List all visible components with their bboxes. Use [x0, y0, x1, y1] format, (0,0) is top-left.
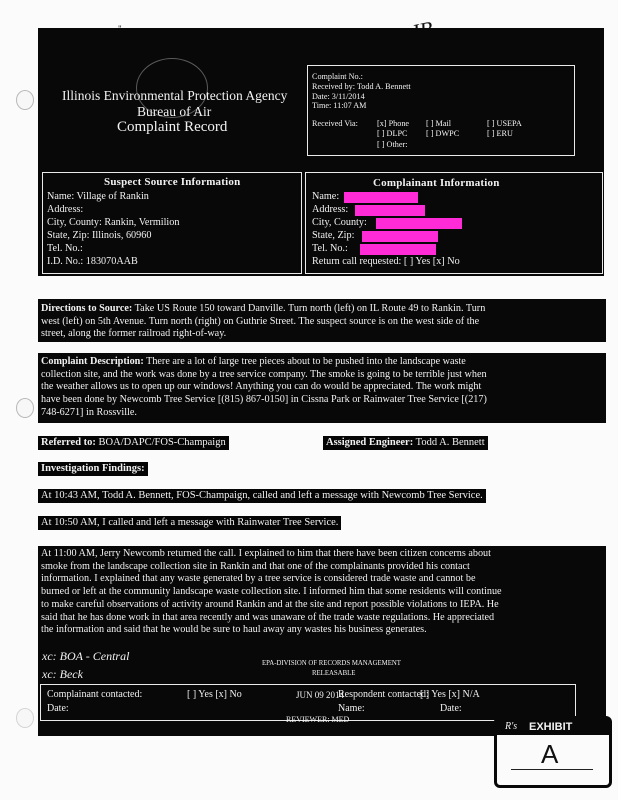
- description-line: 748-6271] in Rossville.: [41, 406, 137, 418]
- complainant-state: State, Zip:: [312, 230, 355, 241]
- via-option: [ ] USEPA: [487, 119, 522, 128]
- findings-line: information. I explained that any waste generated by a tree service is considered trade waste and cannot be: [41, 573, 476, 585]
- findings-line: said that he has done work in that area recently and was unaware of the trade waste regulations. He appreciated: [41, 611, 495, 623]
- redaction: [360, 244, 436, 255]
- suspect-name: Name: Village of Rankin: [47, 191, 149, 202]
- binder-hole: [16, 90, 34, 110]
- exhibit-letter: A: [541, 739, 559, 769]
- referred-to: Referred to: BOA/DAPC/FOS-Champaign: [38, 436, 229, 450]
- description-line: There are a lot of large tree pieces about to be pushed into the landscape waste: [143, 356, 466, 367]
- description-label: Complaint Description:: [41, 356, 144, 367]
- complaint-date: Date: 3/11/2014: [312, 91, 365, 101]
- description-text: [41, 356, 487, 420]
- directions-text: [41, 303, 485, 341]
- description-line: collection site, and the work was done by a tree service company. The smoke is going to be terrible just when: [41, 368, 487, 380]
- via-option: [ ] DWPC: [426, 129, 460, 138]
- findings-line: smoke from the landscape collection site in Rankin and that one of the complainants provided his contact: [41, 560, 470, 572]
- suspect-lines: [47, 190, 179, 268]
- via-option: [ ] Other:: [377, 140, 408, 149]
- complainant-address: Address:: [312, 204, 349, 215]
- complainant-heading: Complainant Information: [373, 177, 500, 189]
- findings-label: Investigation Findings:: [38, 462, 148, 476]
- footer-date-2: Date:: [440, 703, 462, 714]
- exhibit-mark: R's: [505, 721, 518, 732]
- complainant-city: City, County:: [312, 217, 367, 228]
- redaction: [355, 205, 425, 216]
- suspect-state: State, Zip: Illinois, 60960: [47, 230, 152, 241]
- complainant-tel: Tel. No.:: [312, 243, 348, 254]
- binder-hole: [16, 398, 34, 418]
- received-via-label: Received Via:: [312, 119, 358, 128]
- handwritten-cc-1: xc: BOA - Central: [42, 649, 130, 663]
- directions-label: Directions to Source:: [41, 303, 133, 314]
- suspect-city: City, County: Rankin, Vermilion: [47, 217, 180, 228]
- footer-date-1: Date:: [47, 703, 69, 714]
- exhibit-sticker: [494, 716, 612, 788]
- findings-line: At 11:00 AM, Jerry Newcomb returned the call. I explained to him that there have been citizen concerns about: [41, 548, 491, 559]
- redaction: [362, 231, 438, 242]
- findings-entry-2: At 10:50 AM, I called and left a message with Rainwater Tree Service.: [38, 516, 341, 530]
- complaint-info: [312, 72, 411, 111]
- complaint-no: Complaint No.:: [312, 72, 363, 81]
- respondent-options: [ ] Yes [x] N/A: [420, 689, 480, 700]
- findings-line: burned or left at the community landscape waste collection site. I informed him that some residents will continue: [41, 586, 502, 598]
- stamp-releasable: RELEASABLE: [312, 670, 356, 677]
- stamp-date: JUN 09 2014: [296, 690, 345, 700]
- bureau-name: Bureau of Air: [137, 104, 212, 119]
- via-option: [ ] DLPC: [377, 129, 408, 138]
- findings-line: to make careful observations of activity around Rankin and at the site and report possible violations to IEPA. He: [41, 598, 499, 610]
- agency-name: Illinois Environmental Protection Agency: [62, 88, 288, 103]
- exhibit-label: EXHIBIT: [529, 721, 573, 733]
- respondent-contacted: Respondent contacted:: [338, 689, 429, 700]
- directions-line: west (left) on 5th Avenue. Turn north (right) on Guthrie Street. The suspect source is on the west side of the: [41, 315, 480, 327]
- complainant-contacted: Complainant contacted:: [47, 689, 143, 700]
- findings-entry-3: [41, 548, 502, 637]
- via-option: [x] Phone: [377, 119, 410, 128]
- complaint-time: Time: 11:07 AM: [312, 101, 367, 111]
- directions-line: street, along the former railroad right-of-way.: [41, 328, 227, 340]
- description-line: have been done by Newcomb Tree Service [(815) 867-0150] in Cissna Park or Rainwater Tree Service [(217): [41, 394, 487, 406]
- directions-line: Take US Route 150 toward Danville. Turn north (left) on IL Route 49 to Rankin. Turn: [132, 303, 486, 314]
- binder-hole: [16, 708, 34, 728]
- redaction: [344, 192, 418, 203]
- suspect-tel: Tel. No.:: [47, 243, 83, 254]
- received-by: Received by: Todd A. Bennett: [312, 81, 411, 91]
- suspect-address: Address:: [47, 204, 84, 215]
- stamp-records: EPA-DIVISION OF RECORDS MANAGEMENT: [262, 660, 401, 667]
- suspect-id: I.D. No.: 183070AAB: [47, 256, 138, 267]
- suspect-heading: Suspect Source Information: [104, 176, 241, 188]
- respondent-name: Name:: [338, 703, 365, 714]
- complainant-name: Name:: [312, 191, 340, 202]
- stamp-reviewer: REVIEWER: MED: [286, 715, 350, 724]
- redaction: [376, 218, 462, 229]
- contacted-options: [ ] Yes [x] No: [187, 689, 242, 700]
- assigned-engineer: Assigned Engineer: Todd A. Bennett: [323, 436, 488, 450]
- findings-entry-1: At 10:43 AM, Todd A. Bennett, FOS-Champaign, called and left a message with Newcomb Tree Service.: [38, 489, 486, 503]
- return-call: Return call requested: [ ] Yes [x] No: [312, 256, 460, 267]
- handwritten-cc-2: xc: Beck: [42, 667, 83, 681]
- record-title: Complaint Record: [117, 119, 228, 135]
- via-option: [ ] Mail: [426, 119, 452, 128]
- findings-line: the information and said that he would be sure to haul away any wastes his business generates.: [41, 624, 427, 636]
- via-option: [ ] ERU: [487, 129, 513, 138]
- description-line: the weather allows us to open up our windows! Anything you can do would be appreciated. The work might: [41, 381, 482, 393]
